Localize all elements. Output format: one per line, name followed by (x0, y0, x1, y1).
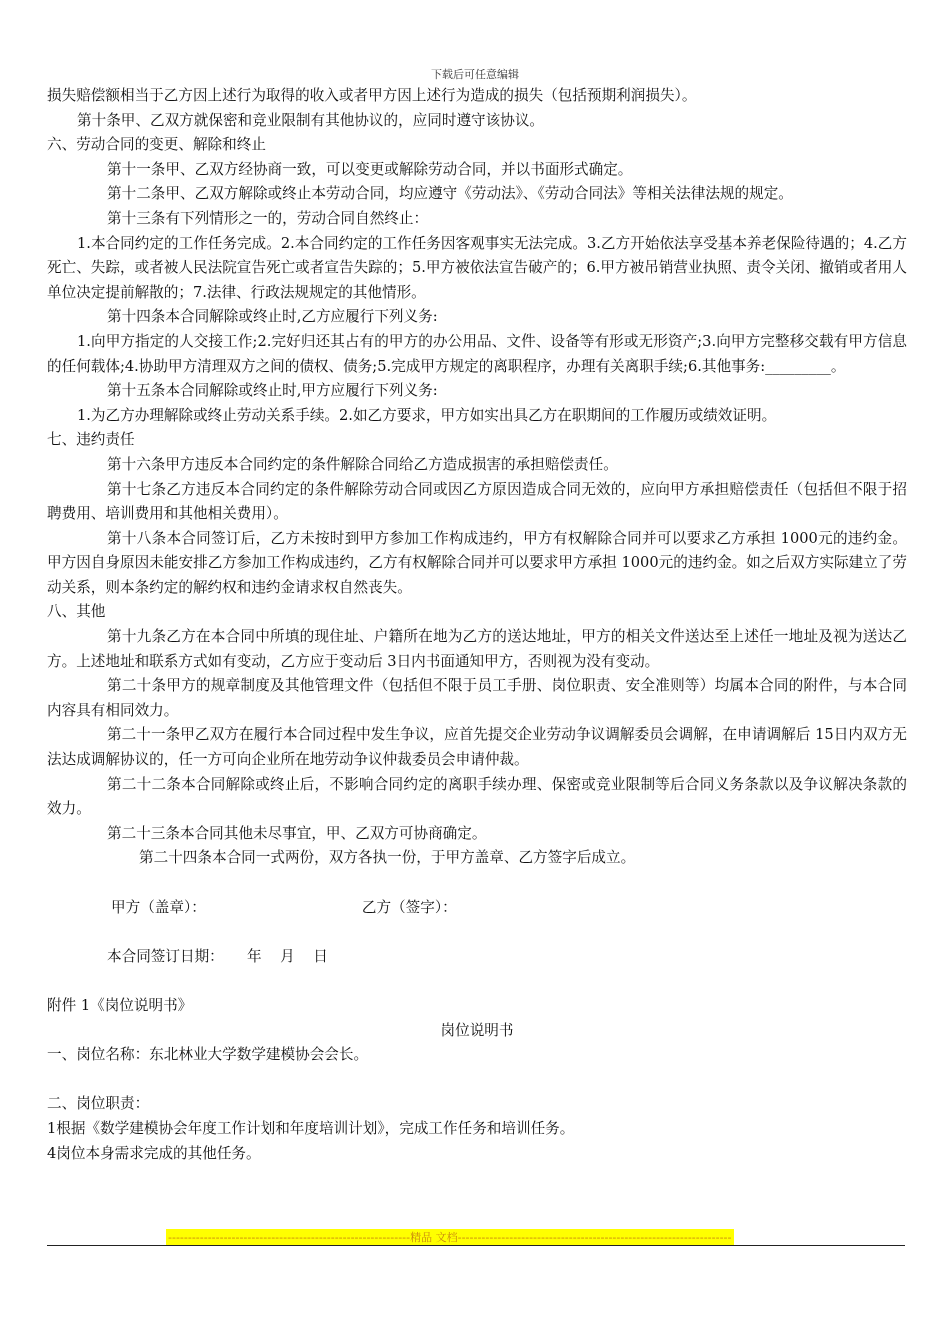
section-heading-7: 七、违约责任 (47, 431, 135, 449)
clause-18: 第十八条本合同签订后，乙方未按时到甲方参加工作构成违约，甲方有权解除合同并可以要求乙方承担 1000元的违约金。甲方因自身原因未能安排乙方参加工作构成违约，乙方有权解除合同并可以要求甲方承担 1000元的违约金。如之后双方实际建立了劳动关系，则本条约定的解约权和违约金请求权自然丧失。 (47, 529, 907, 596)
clause-21: 第二十一条甲乙双方在履行本合同过程中发生争议，应首先提交企业劳动争议调解委员会调解，在申请调解后 15日内双方无法达成调解协议的，任一方可向企业所在地劳动争议仲裁委员会申请仲裁。 (47, 726, 907, 769)
clause-14: 第十四条本合同解除或终止时,乙方应履行下列义务: (107, 308, 438, 326)
duties-heading: 二、岗位职责： (47, 1095, 150, 1113)
clause-13: 第十三条有下列情形之一的，劳动合同自然终止： (107, 209, 429, 227)
attachment-title: 岗位说明书 (440, 1021, 514, 1039)
signature-line (47, 896, 907, 921)
sign-date: 本合同签订日期： 年 月 日 (107, 947, 328, 965)
clause-22: 第二十二条本合同解除或终止后，不影响合同约定的离职手续办理、保密或竞业限制等后合同义务条款以及争议解决条款的效力。 (47, 775, 907, 818)
clause-23: 第二十三条本合同其他未尽事宜，甲、乙双方可协商确定。 (107, 824, 487, 842)
section-heading-6: 六、劳动合同的变更、解除和终止 (47, 136, 266, 154)
document-body (47, 84, 907, 1166)
position-name: 一、岗位名称：东北林业大学数学建模协会会长。 (47, 1046, 369, 1064)
page-header: 下载后可任意编辑 (431, 68, 519, 81)
clause-20: 第二十条甲方的规章制度及其他管理文件（包括但不限于员工手册、岗位职责、安全准则等）均属本合同的附件，与本合同内容具有相同效力。 (47, 677, 907, 719)
footer-divider (47, 1245, 905, 1246)
clause-24: 第二十四条本合同一式两份，双方各执一份，于甲方盖章、乙方签字后成立。 (139, 849, 636, 867)
clause-17: 第十七条乙方违反本合同约定的条件解除劳动合同或因乙方原因造成合同无效的，应向甲方承担赔偿责任（包括但不限于招聘费用、培训费用和其他相关费用）。 (47, 480, 907, 523)
clause-11: 第十一条甲、乙双方经协商一致，可以变更或解除劳动合同，并以书面形式确定。 (107, 160, 633, 178)
clause-13-items: 1.本合同约定的工作任务完成。2.本合同约定的工作任务因客观事实无法完成。3.乙方开始依法享受基本养老保险待遇的；4.乙方死亡、失踪，或者被人民法院宣告死亡或者宣告失踪的；5.甲方被依法宣告破产的；6.甲方被吊销营业执照、责令关闭、撤销或者用人单位决定提前解散的；7.法律、行政法规规定的其他情形。 (47, 234, 907, 301)
clause-12: 第十二条甲、乙双方解除或终止本劳动合同，均应遵守《劳动法》、《劳动合同法》等相关法律法规的规定。 (107, 185, 793, 203)
party-a-seal: 甲方（盖章）： (111, 898, 206, 916)
duty-item: 1根据《数学建模协会年度工作计划和年度培训计划》，完成工作任务和培训任务。 (47, 1119, 575, 1137)
attachment-label: 附件 1《岗位说明书》 (47, 996, 193, 1014)
paragraph: 损失赔偿额相当于乙方因上述行为取得的收入或者甲方因上述行为造成的损失（包括预期利润损失）。 (47, 87, 697, 104)
duty-item: 4岗位本身需求完成的其他任务。 (47, 1144, 261, 1162)
clause-14-items: 1.向甲方指定的人交接工作;2.完好归还其占有的甲方的办公用品、文件、设备等有形或无形资产;3.向甲方完整移交载有甲方信息的任何载体;4.协助甲方清理双方之间的债权、债务;5.完成甲方规定的离职程序，办理有关离职手续;6.其他事务:_________。 (47, 332, 907, 375)
clause-19: 第十九条乙方在本合同中所填的现住址、户籍所在地为乙方的送达地址，甲方的相关文件送达至上述任一地址及视为送达乙方。上述地址和联系方式如有变动，乙方应于变动后 3日内书面通知甲方，否则视为没有变动。 (47, 628, 907, 670)
footer-banner: -------------------------------------------------------------精品 文档--------------------------------------------------------------------- (168, 1231, 732, 1244)
clause-16: 第十六条甲方违反本合同约定的条件解除合同给乙方造成损害的承担赔偿责任。 (107, 455, 618, 473)
clause-15: 第十五条本合同解除或终止时,甲方应履行下列义务: (107, 382, 438, 400)
party-b-signature: 乙方（签字）： (361, 898, 457, 916)
clause-10: 第十条甲、乙双方就保密和竞业限制有其他协议的，应同时遵守该协议。 (77, 111, 545, 129)
clause-15-items: 1.为乙方办理解除或终止劳动关系手续。2.如乙方要求，甲方如实出具乙方在职期间的工作履历或绩效证明。 (77, 406, 777, 424)
section-heading-8: 八、其他 (47, 603, 106, 621)
